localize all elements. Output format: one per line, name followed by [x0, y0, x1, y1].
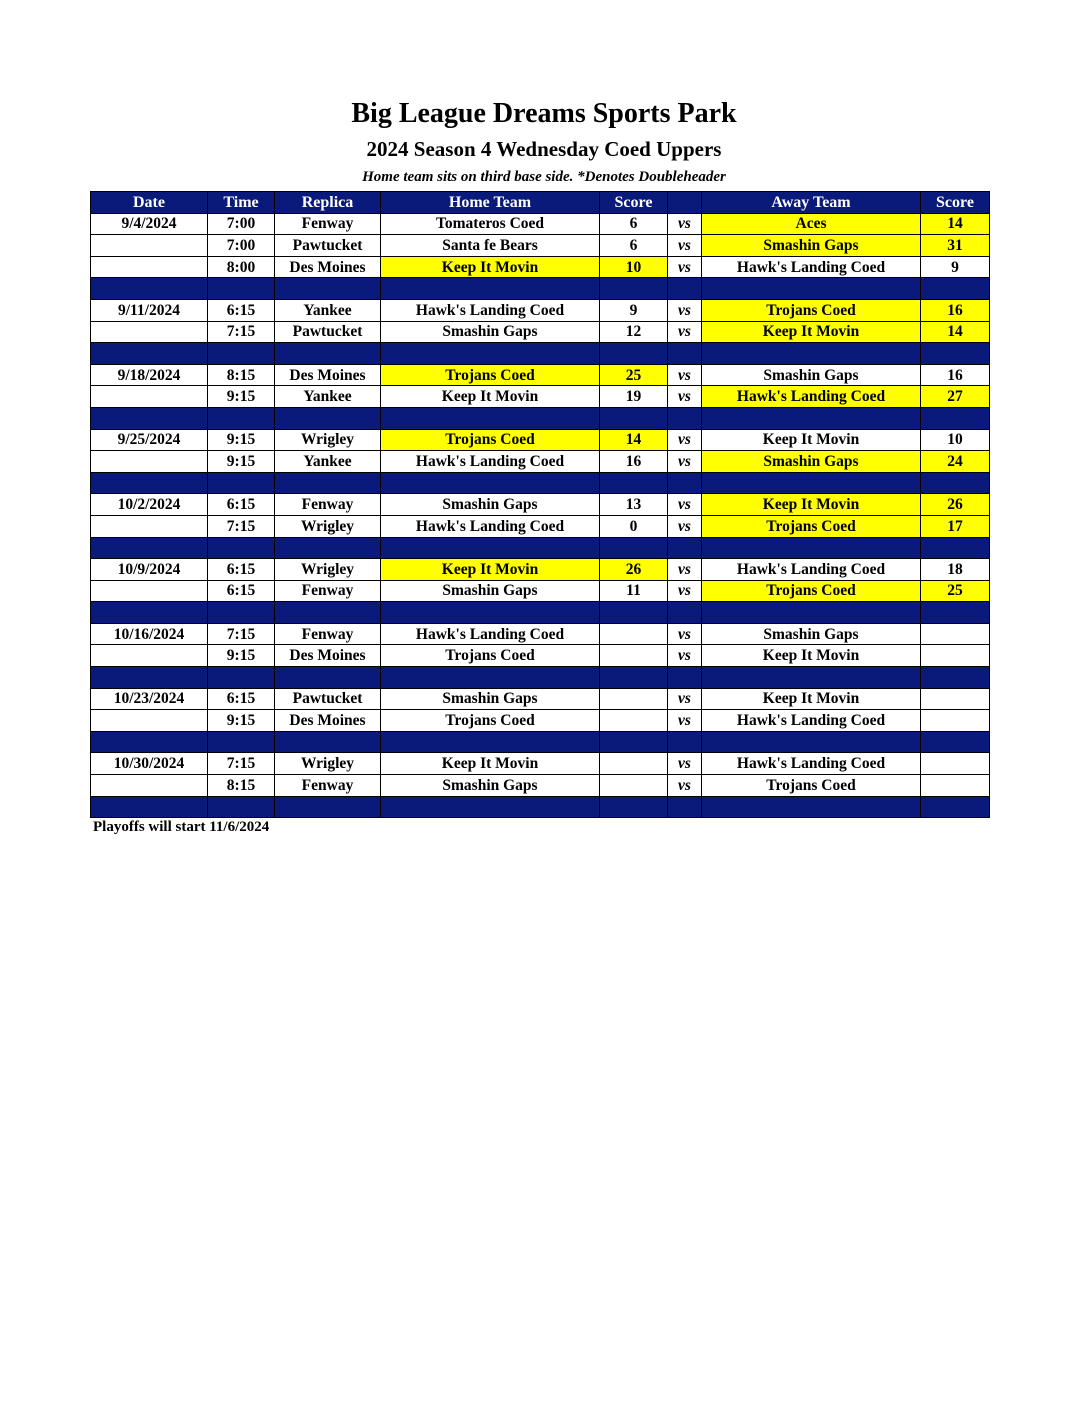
separator-cell [381, 602, 600, 624]
away-score-cell: 31 [921, 235, 990, 257]
away-team-cell: Hawk's Landing Coed [702, 559, 921, 581]
table-row [91, 515, 990, 537]
time-cell: 7:15 [208, 623, 275, 645]
week-separator-row [91, 407, 990, 429]
date-cell [91, 235, 208, 257]
time-cell: 7:15 [208, 321, 275, 343]
separator-cell [91, 472, 208, 494]
replica-cell: Wrigley [275, 753, 381, 775]
time-cell: 9:15 [208, 386, 275, 408]
separator-cell [208, 796, 275, 818]
separator-cell [702, 537, 921, 559]
time-cell: 6:15 [208, 688, 275, 710]
separator-cell [600, 407, 668, 429]
home-score-cell [600, 688, 668, 710]
home-team-cell: Smashin Gaps [381, 321, 600, 343]
table-row [91, 494, 990, 516]
date-cell [91, 256, 208, 278]
away-team-cell: Hawk's Landing Coed [702, 256, 921, 278]
time-cell: 9:15 [208, 429, 275, 451]
home-score-cell: 19 [600, 386, 668, 408]
separator-cell [702, 796, 921, 818]
away-team-cell: Keep It Movin [702, 688, 921, 710]
away-team-cell: Trojans Coed [702, 775, 921, 797]
vs-cell: vs [668, 710, 702, 732]
home-team-cell: Smashin Gaps [381, 580, 600, 602]
separator-cell [208, 472, 275, 494]
header-away-team: Away Team [702, 192, 921, 214]
replica-cell: Pawtucket [275, 688, 381, 710]
home-team-cell: Tomateros Coed [381, 213, 600, 235]
date-cell [91, 710, 208, 732]
separator-cell [921, 343, 990, 365]
header-vs [668, 192, 702, 214]
table-row [91, 364, 990, 386]
separator-cell [600, 343, 668, 365]
separator-cell [275, 472, 381, 494]
away-score-cell [921, 753, 990, 775]
separator-cell [668, 278, 702, 300]
away-team-cell: Hawk's Landing Coed [702, 710, 921, 732]
away-team-cell: Smashin Gaps [702, 364, 921, 386]
home-team-cell: Trojans Coed [381, 429, 600, 451]
separator-cell [275, 796, 381, 818]
separator-cell [600, 796, 668, 818]
home-team-cell: Keep It Movin [381, 753, 600, 775]
separator-cell [91, 537, 208, 559]
table-row [91, 256, 990, 278]
time-cell: 8:15 [208, 364, 275, 386]
separator-cell [702, 667, 921, 689]
away-team-cell: Keep It Movin [702, 494, 921, 516]
page-subtitle: 2024 Season 4 Wednesday Coed Uppers [366, 137, 722, 161]
home-score-cell: 25 [600, 364, 668, 386]
home-score-cell: 14 [600, 429, 668, 451]
table-row [91, 688, 990, 710]
separator-cell [381, 472, 600, 494]
header-date: Date [91, 192, 208, 214]
separator-cell [381, 278, 600, 300]
away-score-cell [921, 688, 990, 710]
separator-cell [600, 537, 668, 559]
home-team-cell: Keep It Movin [381, 559, 600, 581]
separator-cell [275, 537, 381, 559]
separator-cell [921, 731, 990, 753]
header-time: Time [208, 192, 275, 214]
date-cell: 9/18/2024 [91, 364, 208, 386]
separator-cell [275, 343, 381, 365]
separator-cell [668, 472, 702, 494]
away-team-cell: Trojans Coed [702, 299, 921, 321]
separator-cell [921, 667, 990, 689]
replica-cell: Fenway [275, 623, 381, 645]
header-home-team: Home Team [381, 192, 600, 214]
separator-cell [91, 602, 208, 624]
away-score-cell: 9 [921, 256, 990, 278]
header-replica: Replica [275, 192, 381, 214]
table-row [91, 580, 990, 602]
replica-cell: Des Moines [275, 364, 381, 386]
week-separator-row [91, 472, 990, 494]
vs-cell: vs [668, 364, 702, 386]
date-cell [91, 386, 208, 408]
separator-cell [600, 472, 668, 494]
vs-cell: vs [668, 494, 702, 516]
separator-cell [702, 278, 921, 300]
separator-cell [381, 667, 600, 689]
table-row [91, 645, 990, 667]
separator-cell [275, 667, 381, 689]
separator-cell [91, 796, 208, 818]
date-cell: 10/16/2024 [91, 623, 208, 645]
home-score-cell [600, 645, 668, 667]
replica-cell: Wrigley [275, 429, 381, 451]
schedule-note: Home team sits on third base side. *Denotes Doubleheader [362, 169, 726, 185]
separator-cell [381, 343, 600, 365]
table-row [91, 710, 990, 732]
time-cell: 8:00 [208, 256, 275, 278]
home-team-cell: Keep It Movin [381, 256, 600, 278]
time-cell: 6:15 [208, 580, 275, 602]
home-team-cell: Smashin Gaps [381, 688, 600, 710]
away-score-cell: 26 [921, 494, 990, 516]
table-header-row [91, 192, 990, 214]
schedule-table [90, 191, 990, 818]
away-score-cell: 10 [921, 429, 990, 451]
home-score-cell [600, 623, 668, 645]
away-score-cell: 17 [921, 515, 990, 537]
separator-cell [668, 602, 702, 624]
date-cell [91, 451, 208, 473]
home-score-cell [600, 710, 668, 732]
replica-cell: Fenway [275, 213, 381, 235]
home-team-cell: Smashin Gaps [381, 775, 600, 797]
replica-cell: Fenway [275, 775, 381, 797]
away-score-cell: 14 [921, 213, 990, 235]
separator-cell [91, 667, 208, 689]
away-score-cell: 18 [921, 559, 990, 581]
table-row [91, 386, 990, 408]
home-score-cell [600, 753, 668, 775]
playoffs-note: Playoffs will start 11/6/2024 [93, 819, 270, 835]
home-team-cell: Keep It Movin [381, 386, 600, 408]
separator-cell [668, 407, 702, 429]
separator-cell [921, 796, 990, 818]
replica-cell: Yankee [275, 451, 381, 473]
away-team-cell: Smashin Gaps [702, 451, 921, 473]
away-team-cell: Hawk's Landing Coed [702, 753, 921, 775]
date-cell [91, 515, 208, 537]
separator-cell [208, 407, 275, 429]
table-row [91, 451, 990, 473]
home-team-cell: Smashin Gaps [381, 494, 600, 516]
vs-cell: vs [668, 256, 702, 278]
separator-cell [921, 407, 990, 429]
separator-cell [921, 472, 990, 494]
table-row [91, 775, 990, 797]
date-cell [91, 321, 208, 343]
time-cell: 6:15 [208, 559, 275, 581]
table-row [91, 321, 990, 343]
separator-cell [668, 731, 702, 753]
header-away-score: Score [921, 192, 990, 214]
away-team-cell: Smashin Gaps [702, 235, 921, 257]
separator-cell [668, 537, 702, 559]
separator-cell [600, 602, 668, 624]
home-score-cell: 12 [600, 321, 668, 343]
week-separator-row [91, 667, 990, 689]
replica-cell: Des Moines [275, 710, 381, 732]
home-score-cell [600, 775, 668, 797]
date-cell: 10/30/2024 [91, 753, 208, 775]
separator-cell [275, 278, 381, 300]
separator-cell [381, 407, 600, 429]
away-score-cell: 16 [921, 364, 990, 386]
home-team-cell: Trojans Coed [381, 710, 600, 732]
separator-cell [921, 602, 990, 624]
separator-cell [702, 602, 921, 624]
week-separator-row [91, 343, 990, 365]
away-team-cell: Trojans Coed [702, 580, 921, 602]
time-cell: 9:15 [208, 451, 275, 473]
separator-cell [275, 407, 381, 429]
date-cell [91, 580, 208, 602]
away-score-cell: 27 [921, 386, 990, 408]
time-cell: 9:15 [208, 645, 275, 667]
home-score-cell: 9 [600, 299, 668, 321]
date-cell: 9/4/2024 [91, 213, 208, 235]
schedule-body [91, 213, 990, 818]
separator-cell [921, 278, 990, 300]
separator-cell [91, 343, 208, 365]
home-score-cell: 6 [600, 213, 668, 235]
table-row [91, 235, 990, 257]
vs-cell: vs [668, 559, 702, 581]
away-score-cell [921, 645, 990, 667]
vs-cell: vs [668, 515, 702, 537]
away-team-cell: Hawk's Landing Coed [702, 386, 921, 408]
replica-cell: Fenway [275, 494, 381, 516]
home-score-cell: 6 [600, 235, 668, 257]
separator-cell [702, 407, 921, 429]
separator-cell [275, 731, 381, 753]
vs-cell: vs [668, 429, 702, 451]
away-score-cell: 25 [921, 580, 990, 602]
home-team-cell: Trojans Coed [381, 645, 600, 667]
separator-cell [668, 796, 702, 818]
time-cell: 6:15 [208, 299, 275, 321]
vs-cell: vs [668, 775, 702, 797]
week-separator-row [91, 537, 990, 559]
time-cell: 9:15 [208, 710, 275, 732]
home-team-cell: Hawk's Landing Coed [381, 451, 600, 473]
separator-cell [381, 796, 600, 818]
home-score-cell: 16 [600, 451, 668, 473]
separator-cell [91, 407, 208, 429]
away-score-cell [921, 775, 990, 797]
time-cell: 6:15 [208, 494, 275, 516]
separator-cell [668, 667, 702, 689]
home-score-cell: 13 [600, 494, 668, 516]
date-cell [91, 775, 208, 797]
separator-cell [208, 667, 275, 689]
week-separator-row [91, 731, 990, 753]
vs-cell: vs [668, 753, 702, 775]
time-cell: 7:15 [208, 753, 275, 775]
home-score-cell: 26 [600, 559, 668, 581]
date-cell: 10/9/2024 [91, 559, 208, 581]
away-team-cell: Keep It Movin [702, 429, 921, 451]
vs-cell: vs [668, 235, 702, 257]
home-team-cell: Trojans Coed [381, 364, 600, 386]
away-team-cell: Trojans Coed [702, 515, 921, 537]
vs-cell: vs [668, 386, 702, 408]
replica-cell: Pawtucket [275, 235, 381, 257]
separator-cell [275, 602, 381, 624]
away-score-cell [921, 623, 990, 645]
away-score-cell: 24 [921, 451, 990, 473]
date-cell: 9/11/2024 [91, 299, 208, 321]
home-score-cell: 11 [600, 580, 668, 602]
time-cell: 8:15 [208, 775, 275, 797]
separator-cell [208, 731, 275, 753]
replica-cell: Fenway [275, 580, 381, 602]
home-team-cell: Hawk's Landing Coed [381, 299, 600, 321]
away-team-cell: Aces [702, 213, 921, 235]
replica-cell: Yankee [275, 299, 381, 321]
separator-cell [381, 731, 600, 753]
separator-cell [208, 343, 275, 365]
separator-cell [702, 343, 921, 365]
date-cell [91, 645, 208, 667]
date-cell: 10/23/2024 [91, 688, 208, 710]
separator-cell [381, 537, 600, 559]
replica-cell: Des Moines [275, 256, 381, 278]
away-team-cell: Keep It Movin [702, 321, 921, 343]
home-score-cell: 10 [600, 256, 668, 278]
replica-cell: Des Moines [275, 645, 381, 667]
separator-cell [668, 343, 702, 365]
away-team-cell: Smashin Gaps [702, 623, 921, 645]
replica-cell: Wrigley [275, 559, 381, 581]
week-separator-row [91, 796, 990, 818]
week-separator-row [91, 602, 990, 624]
vs-cell: vs [668, 299, 702, 321]
page-title: Big League Dreams Sports Park [351, 98, 737, 129]
home-team-cell: Hawk's Landing Coed [381, 623, 600, 645]
vs-cell: vs [668, 321, 702, 343]
table-row [91, 559, 990, 581]
vs-cell: vs [668, 451, 702, 473]
table-row [91, 429, 990, 451]
time-cell: 7:00 [208, 213, 275, 235]
time-cell: 7:00 [208, 235, 275, 257]
separator-cell [600, 731, 668, 753]
separator-cell [600, 667, 668, 689]
date-cell: 10/2/2024 [91, 494, 208, 516]
header-home-score: Score [600, 192, 668, 214]
vs-cell: vs [668, 580, 702, 602]
separator-cell [91, 278, 208, 300]
separator-cell [921, 537, 990, 559]
replica-cell: Wrigley [275, 515, 381, 537]
away-score-cell [921, 710, 990, 732]
separator-cell [91, 731, 208, 753]
time-cell: 7:15 [208, 515, 275, 537]
replica-cell: Yankee [275, 386, 381, 408]
separator-cell [600, 278, 668, 300]
away-score-cell: 16 [921, 299, 990, 321]
table-row [91, 213, 990, 235]
away-score-cell: 14 [921, 321, 990, 343]
replica-cell: Pawtucket [275, 321, 381, 343]
separator-cell [208, 602, 275, 624]
date-cell: 9/25/2024 [91, 429, 208, 451]
vs-cell: vs [668, 688, 702, 710]
week-separator-row [91, 278, 990, 300]
vs-cell: vs [668, 645, 702, 667]
separator-cell [208, 537, 275, 559]
separator-cell [702, 472, 921, 494]
home-team-cell: Santa fe Bears [381, 235, 600, 257]
table-row [91, 299, 990, 321]
away-team-cell: Keep It Movin [702, 645, 921, 667]
separator-cell [702, 731, 921, 753]
vs-cell: vs [668, 213, 702, 235]
home-team-cell: Hawk's Landing Coed [381, 515, 600, 537]
separator-cell [208, 278, 275, 300]
home-score-cell: 0 [600, 515, 668, 537]
table-row [91, 753, 990, 775]
vs-cell: vs [668, 623, 702, 645]
table-row [91, 623, 990, 645]
